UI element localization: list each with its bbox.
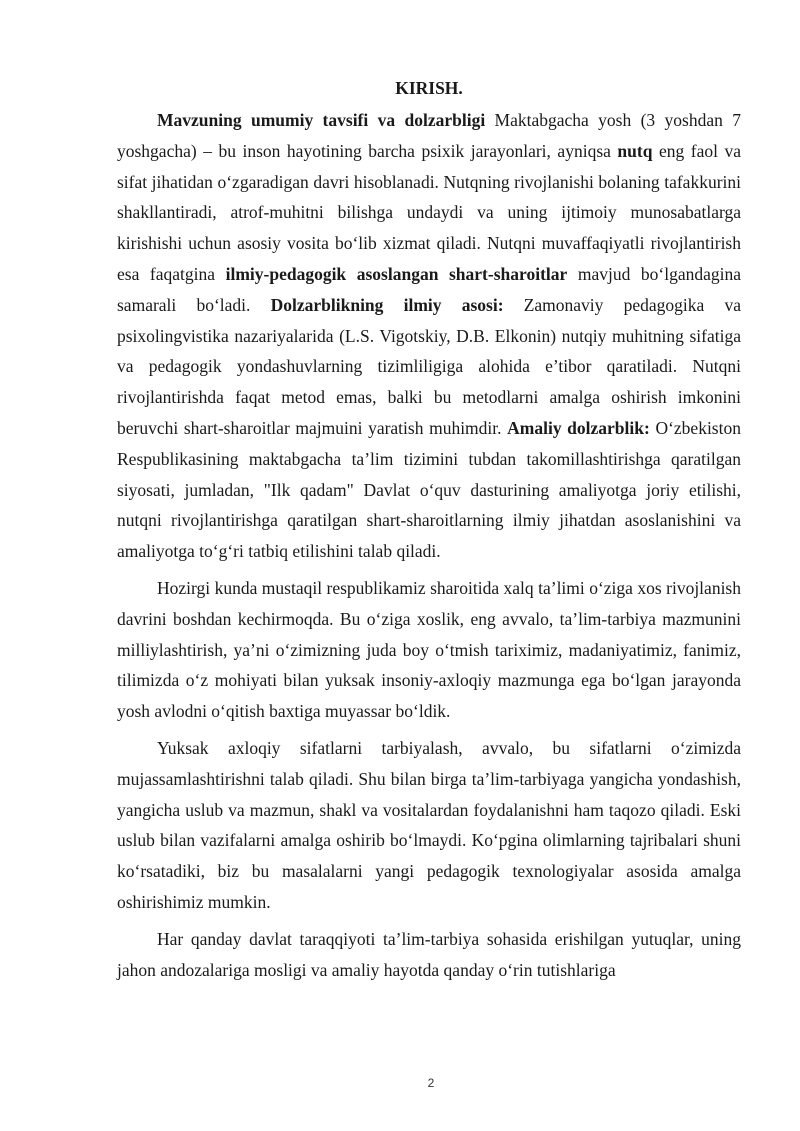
paragraph-text: Zamonaviy pedagogika va psixolingvistika nazariyalarida (L.S. Vigotskiy, D.B. Elkonin) nutqiy muhitning sifatiga va pedagogik yondashuvlarning tizimliligiga alohida e’tibor qaratiladi. Nutqni rivojlantirishda faqat metod emas, balki bu metodlarni amalga oshirish imkonini beruvchi shart-sharoitlar majmuini yaratish muhimdir. [117, 294, 741, 438]
document-page [117, 74, 741, 985]
bold-text: Dolzarblikning ilmiy asosi: [270, 294, 504, 315]
page-number: 2 [427, 1076, 435, 1090]
paragraph-topic-relevance [117, 105, 741, 567]
paragraph-text: Maktabgacha yosh (3 yoshdan 7 yoshgacha) – bu inson hayotining barcha psixik jarayonlari, ayniqsa [117, 110, 741, 161]
section-heading: KIRISH. [395, 78, 463, 98]
paragraph-state-development [117, 924, 741, 986]
paragraph-text: mavjud bo‘lgandagina samarali bo‘ladi. [117, 263, 742, 315]
paragraph-national-education [117, 573, 741, 727]
paragraph-text: Yuksak axloqiy sifatlarni tarbiyalash, avvalo, bu sifatlarni o‘zimizda mujassamlashtirishni talab qiladi. Shu bilan birga ta’lim-tarbiyaga yangicha yondashish, yangicha uslub va mazmun, shakl va vositalardan foydalanishni ham taqozo qiladi. Eski uslub bilan vazifalarni amalga oshirib bo‘lmaydi. Ko‘pgina olimlarning tajribalari shuni ko‘rsatadiki, biz bu masalalarni yangi pedagogik texnologiyalar asosida amalga oshirishimiz mumkin. [117, 737, 741, 912]
bold-text: nutq [617, 140, 653, 161]
paragraph-text: eng faol va sifat jihatidan o‘zgaradigan davri hisoblanadi. Nutqning rivojlanishi bolaning tafakkurini shakllantiradi, atrof-muhitni bilishga undaydi va uning ijtimoiy munosabatlarga kirishishi uchun asosiy vosita bo‘lib xizmat qiladi. Nutqni muvaffaqiyatli rivojlantirish esa faqatgina [117, 140, 741, 284]
paragraph-text: Hozirgi kunda mustaqil respublikamiz sharoitida xalq ta’limi o‘ziga xos rivojlanish davrini boshdan kechirmoqda. Bu o‘ziga xoslik, eng avvalo, ta’lim-tarbiya mazmunini milliylashtirish, ya’ni o‘zimizning juda boy o‘tmish tariximiz, madaniyatimiz, fanimiz, tilimizda o‘z mohiyati bilan yuksak insoniy-axloqiy mazmunga ega bo‘lgan jarayonda yosh avlodni o‘qitish baxtiga muyassar bo‘ldik. [117, 577, 741, 722]
paragraph-text: Har qanday davlat taraqqiyoti ta’lim-tarbiya sohasida erishilgan yutuqlar, uning jahon andozalariga mosligi va amaliy hayotda qanday o‘rin tutishlariga [117, 928, 741, 980]
paragraph-text: O‘zbekiston Respublikasining maktabgacha ta’lim tizimini tubdan takomillashtirishga qaratilgan siyosati, jumladan, "Ilk qadam" Davlat o‘quv dasturining amaliyotga joriy etilishi, nutqni rivojlantirishga qaratilgan shart-sharoitlarning ilmiy jihatdan asoslanishini va amaliyotga to‘g‘ri tatbiq etilishini talab qiladi. [117, 417, 741, 562]
bold-text: Mavzuning umumiy tavsifi va dolzarbligi [157, 110, 486, 130]
paragraph-moral-qualities [117, 733, 741, 918]
bold-text: ilmiy-pedagogik asoslangan shart-sharoitlar [225, 263, 568, 284]
bold-text: Amaliy dolzarblik: [507, 417, 650, 438]
